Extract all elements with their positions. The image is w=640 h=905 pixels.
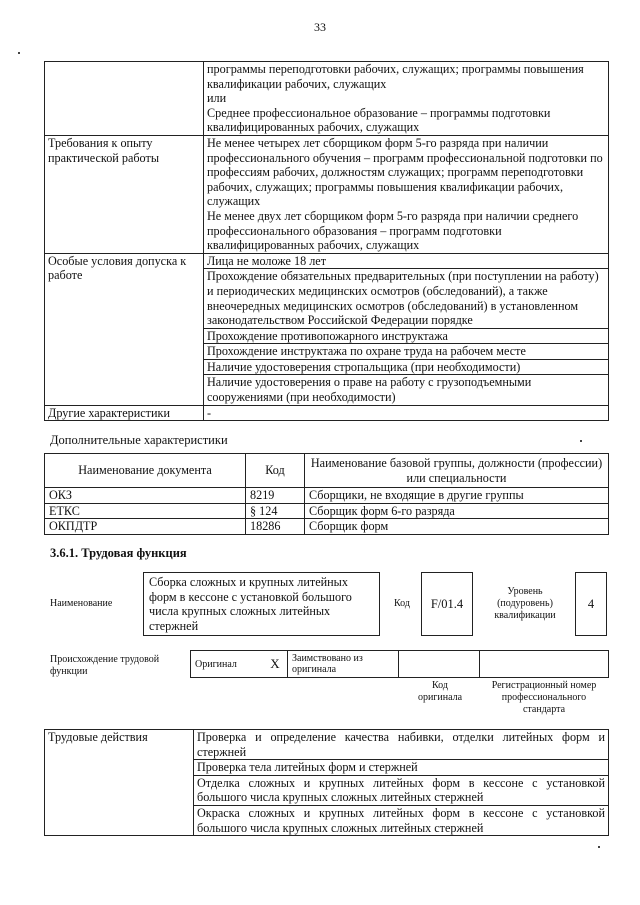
scan-speck — [598, 846, 600, 848]
reg-number-label: Регистрационный номер профессионального стандарта — [491, 680, 597, 715]
cell-value: 18286 — [246, 519, 305, 535]
cell-value: Сборщик форм 6-го разряда — [305, 503, 609, 519]
cell-value: § 124 — [246, 503, 305, 519]
table-row — [45, 503, 609, 519]
cell-value: Не менее четырех лет сборщиком форм 5-го разряда при наличии профессионального обучения – программ профессиональной подготовки по профессиям рабочих, должностям служащих; программ переподготовки рабочих, служащих; программы повышения квалификации рабочих, служащих Не менее двух лет сборщиком форм 5-го разряда при наличии среднего профессионального образования – программ подготовки квалифицированных рабочих, служащих — [204, 135, 609, 253]
row-label: Особые условия допуска к работе — [45, 253, 204, 405]
cell-value: Наличие удостоверения о праве на работу с грузоподъемными сооружениями (при необходимости) — [204, 375, 609, 405]
origin-code-cell — [399, 651, 480, 678]
table-row — [45, 488, 609, 504]
origin-code-label: Код оригинала — [417, 680, 463, 703]
cell-value: ОКЗ — [45, 488, 246, 504]
action-item: Отделка сложных и крупных литейных форм в кессоне с установкой большого числа крупных сложных литейных стержней — [194, 775, 609, 805]
function-code-box: F/01.4 — [421, 572, 473, 636]
origin-label: Происхождение трудовой функции — [50, 654, 160, 677]
action-item: Проверка и определение качества набивки, отделки литейных форм и стержней — [194, 730, 609, 760]
cell-value: 8219 — [246, 488, 305, 504]
additional-table — [44, 453, 609, 535]
table-row — [45, 135, 609, 253]
borrowed-label: Заимствовано из оригинала — [288, 651, 399, 678]
action-item: Проверка тела литейных форм и стержней — [194, 760, 609, 776]
cell-value: ЕТКС — [45, 503, 246, 519]
reg-number-cell — [480, 651, 609, 678]
level-label: Уровень (подуровень) квалификации — [494, 586, 556, 621]
additional-title: Дополнительные характеристики — [50, 433, 228, 447]
column-header: Код — [246, 454, 305, 488]
code-label: Код — [394, 598, 410, 609]
cell-value: - — [204, 405, 609, 421]
section-title: 3.6.1. Трудовая функция — [50, 546, 187, 560]
cell-value: Прохождение инструктажа по охране труда на рабочем месте — [204, 344, 609, 360]
column-header: Наименование базовой группы, должности (профессии) или специальности — [305, 454, 609, 488]
function-name-box: Сборка сложных и крупных литейных форм в кессоне с установкой большого числа крупных сложных литейных стержней — [143, 572, 380, 636]
cell-value: Прохождение обязательных предварительных (при поступлении на работу) и периодических медицинских осмотров (обследований), а также внеочередных медицинских осмотров (обследований) в установленном законодательством Российской Федерации порядке — [204, 269, 609, 328]
original-label: Оригинал — [191, 651, 264, 678]
cell-value: Лица не моложе 18 лет — [204, 253, 609, 269]
page-number: 33 — [314, 20, 326, 34]
level-box: 4 — [575, 572, 607, 636]
actions-label: Трудовые действия — [45, 730, 194, 836]
name-label: Наименование — [50, 598, 113, 609]
original-mark: X — [263, 651, 288, 678]
scan-speck — [580, 440, 582, 442]
cell-value: Сборщик форм — [305, 519, 609, 535]
requirements-table — [44, 61, 609, 421]
cell-value: Сборщики, не входящие в другие группы — [305, 488, 609, 504]
cell-value: программы переподготовки рабочих, служащих; программы повышения квалификации рабочих, служащих или Среднее профессиональное образование – программы подготовки квалифицированных рабочих, служащих — [204, 62, 609, 136]
actions-table — [44, 729, 609, 836]
row-label: Другие характеристики — [45, 405, 204, 421]
table-row — [45, 519, 609, 535]
column-header: Наименование документа — [45, 454, 246, 488]
table-row — [45, 62, 609, 136]
row-label: Требования к опыту практической работы — [45, 135, 204, 253]
cell-value: Наличие удостоверения стропальщика (при необходимости) — [204, 359, 609, 375]
table-row — [191, 651, 609, 678]
table-row — [45, 253, 609, 269]
table-header-row — [45, 454, 609, 488]
cell-value: Прохождение противопожарного инструктажа — [204, 328, 609, 344]
table-row — [45, 730, 609, 760]
action-item: Окраска сложных и крупных литейных форм в кессоне с установкой большого числа крупных сложных литейных стержней — [194, 805, 609, 835]
cell-value: ОКПДТР — [45, 519, 246, 535]
row-label — [45, 62, 204, 136]
scan-speck — [18, 52, 20, 54]
origin-table — [190, 650, 609, 678]
table-row — [45, 405, 609, 421]
